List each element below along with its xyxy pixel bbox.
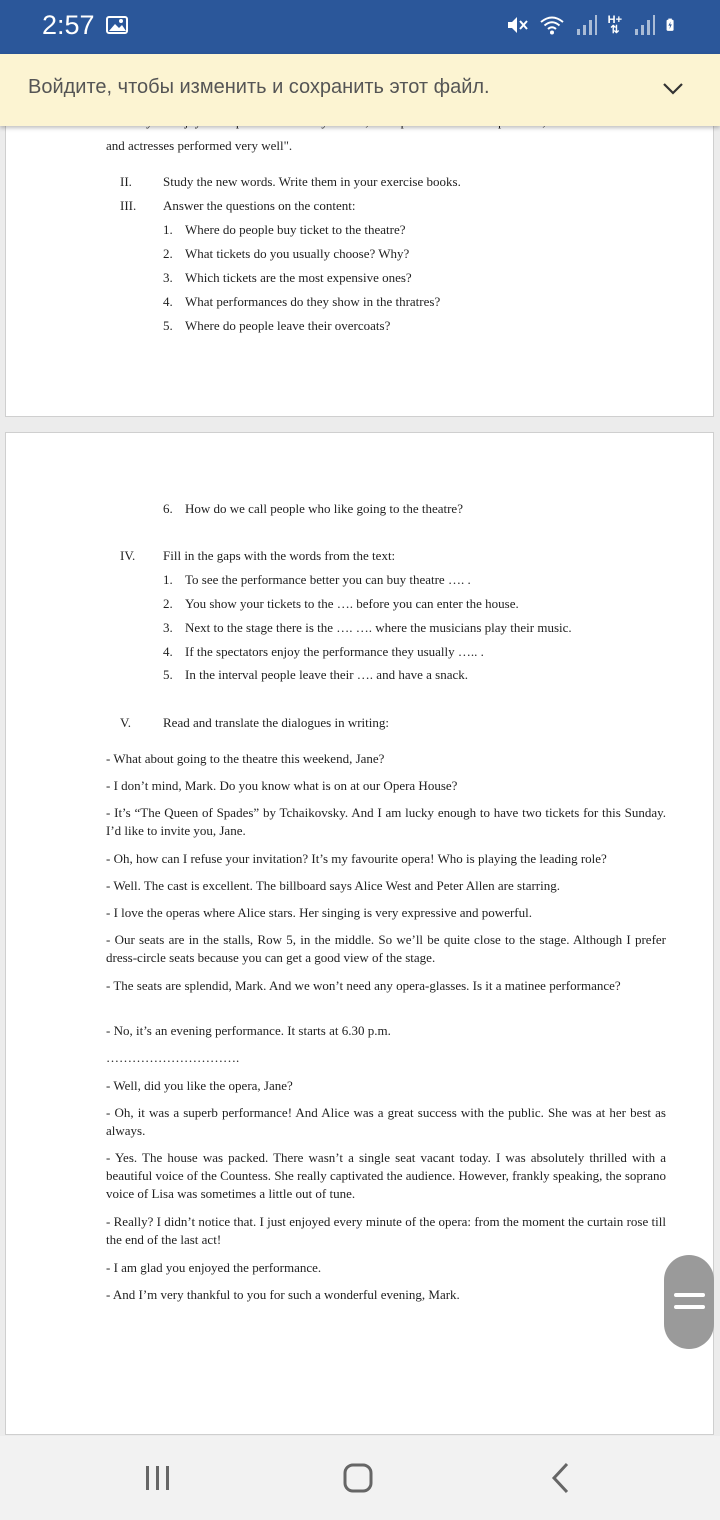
recent-apps-icon[interactable] (138, 1458, 178, 1498)
list-number: 3. (163, 270, 173, 285)
dialogue-line: - Our seats are in the stalls, Row 5, in the middle. So we’ll be quite close to the stage. Although I prefer dress-circle seats because you can get a good view of the stage. (106, 932, 666, 965)
dialogue-line: - What about going to the theatre this weekend, Jane? (106, 751, 385, 766)
status-bar (0, 0, 720, 54)
section-number: V. (120, 715, 131, 730)
dialogue-line: - And I’m very thankful to you for such a wonderful evening, Mark. (106, 1287, 460, 1302)
mute-icon (506, 14, 530, 36)
dialogue-line: - Really? I didn’t notice that. I just enjoyed every minute of the opera: from the moment the curtain rose till the end of the last act! (106, 1214, 666, 1247)
document-page-2 (5, 432, 714, 1435)
list-number: 5. (163, 667, 173, 682)
list-item: You show your tickets to the …. before you can enter the house. (185, 596, 519, 611)
dialogue-line: - No, it’s an evening performance. It starts at 6.30 p.m. (106, 1023, 391, 1038)
document-page-1 (5, 90, 714, 417)
list-item: Next to the stage there is the …. …. where the musicians play their music. (185, 620, 572, 635)
list-number: 6. (163, 501, 173, 516)
list-number: 2. (163, 246, 173, 261)
dialogue-line: - Yes. The house was packed. There wasn’t a single seat vacant today. I was absolutely thrilled with a beautiful voice of the Countess. She really captivated the audience. However, frankly speaking, the soprano voice of Lisa was sometimes a little out of tune. (106, 1150, 666, 1201)
signal-bars-icon (574, 14, 598, 36)
dialogue-line: - Well. The cast is excellent. The billboard says Alice West and Peter Allen are starring. (106, 878, 560, 893)
list-item: Where do people leave their overcoats? (185, 318, 391, 333)
wifi-icon (540, 14, 564, 36)
dialogue-line: - It’s “The Queen of Spades” by Tchaikovsky. And I am lucky enough to have two tickets for this Sunday. I’d like to invite you, Jane. (106, 805, 666, 838)
status-time: 2:57 (42, 10, 95, 40)
chevron-down-icon[interactable] (662, 82, 684, 96)
sign-in-banner[interactable] (0, 54, 720, 126)
list-number: 4. (163, 644, 173, 659)
paragraph-line: and actresses performed very well". (106, 138, 293, 153)
dialogue-line: - I love the operas where Alice stars. Her singing is very expressive and powerful. (106, 905, 532, 920)
list-item: What tickets do you usually choose? Why? (185, 246, 410, 261)
dialogue-line: - The seats are splendid, Mark. And we won’t need any opera-glasses. Is it a matinee performance? (106, 978, 621, 993)
list-number: 5. (163, 318, 173, 333)
list-number: 3. (163, 620, 173, 635)
dialogue-line: - Oh, how can I refuse your invitation? It’s my favourite opera! Who is playing the leading role? (106, 851, 607, 866)
status-icons (506, 14, 680, 36)
list-item: If the spectators enjoy the performance they usually ….. . (185, 644, 484, 659)
dialogue-line: - I am glad you enjoyed the performance. (106, 1260, 322, 1275)
dialogue-line: - Oh, it was a superb performance! And Alice was a great success with the public. She was at her best as always. (106, 1105, 666, 1138)
section-number: IV. (120, 548, 136, 563)
section-heading: Fill in the gaps with the words from the text: (163, 548, 396, 563)
list-item: Which tickets are the most expensive ones? (185, 270, 412, 285)
list-item: What performances do they show in the thratres? (185, 294, 441, 309)
dialogue-separator: …………………………. (106, 1050, 240, 1065)
section-number: III. (120, 198, 137, 213)
list-item: Where do people buy ticket to the theatre? (185, 222, 406, 237)
list-item: To see the performance better you can buy theatre …. . (185, 572, 471, 587)
section-number: II. (120, 174, 132, 189)
signal-bars-icon-2 (632, 14, 656, 36)
list-item: How do we call people who like going to the theatre? (185, 501, 463, 516)
section-heading: Read and translate the dialogues in writing: (163, 715, 389, 730)
list-number: 4. (163, 294, 173, 309)
banner-text: Войдите, чтобы изменить и сохранить этот файл. (28, 76, 490, 98)
section-heading: Study the new words. Write them in your exercise books. (163, 174, 461, 189)
dialogue-line: - Well, did you like the opera, Jane? (106, 1078, 293, 1093)
home-icon[interactable] (338, 1458, 378, 1498)
list-number: 2. (163, 596, 173, 611)
dialogue-line: - I don’t mind, Mark. Do you know what is on at our Opera House? (106, 778, 458, 793)
gallery-notification-icon (106, 16, 128, 34)
list-item: In the interval people leave their …. and have a snack. (185, 667, 468, 682)
battery-charging-icon (666, 14, 680, 36)
scroll-handle[interactable] (664, 1255, 714, 1349)
list-number: 1. (163, 222, 173, 237)
section-heading: Answer the questions on the content: (163, 198, 356, 213)
network-type-icon: H+ ⇅ (607, 14, 622, 36)
navigation-bar (0, 1436, 720, 1520)
back-icon[interactable] (541, 1458, 581, 1498)
list-number: 1. (163, 572, 173, 587)
